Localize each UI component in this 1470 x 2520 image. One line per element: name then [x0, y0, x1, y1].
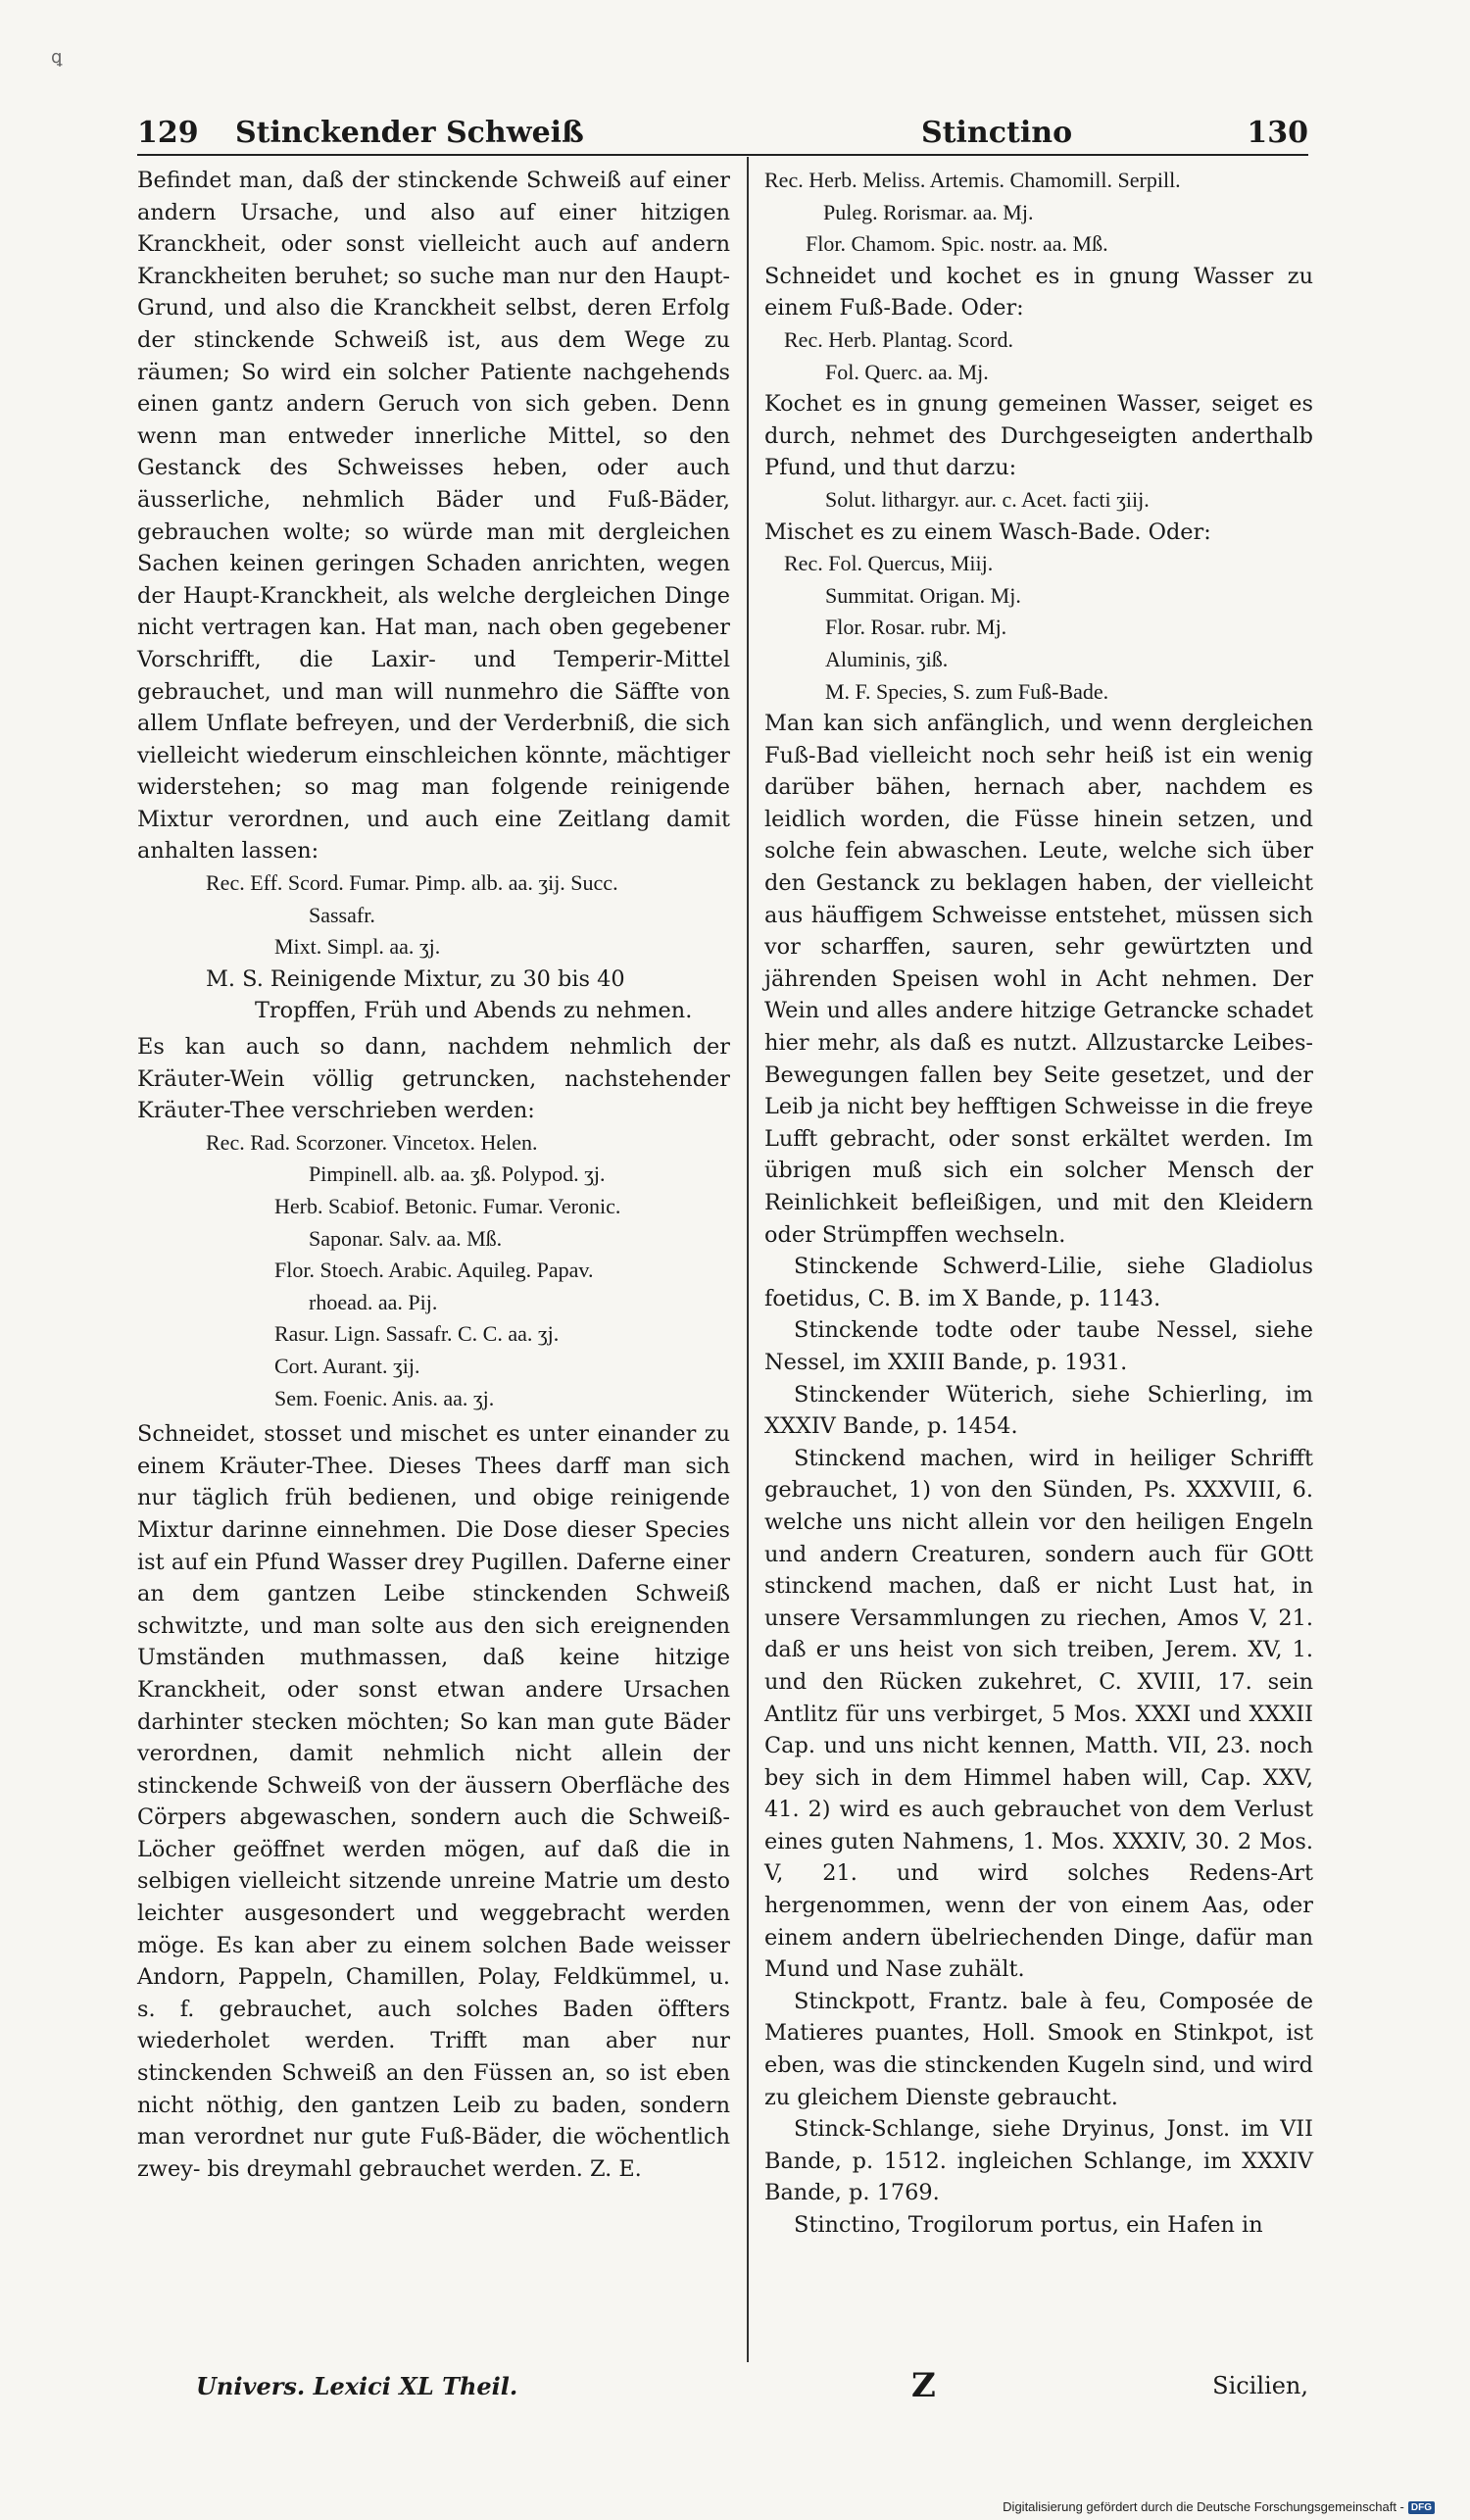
- recipe-line: Rec. Eff. Scord. Fumar. Pimp. alb. aa. ʒij. Succ.: [206, 870, 618, 896]
- paragraph: Man kan sich anfänglich, und wenn dergleichen Fuß-Bad vielleicht noch sehr heiß ist ein wenig darüber bähen, hernach aber, nachdem es leidlich worden, die Füsse hinein setzen, und solche fein abwaschen. Leute, welche sich über den Gestanck zu beklagen haben, der vielleicht aus häuffigem Schweisse entstehet, müssen sich vor scharffen, sauren, sehr gewürtzten und jährenden Speisen wohl in Acht nehmen. Der Wein und alles andere hitzige Getrancke schadet hier mehr, als daß es nutzt. Allzustarcke Leibes-Bewegungen fallen bey Seite gesetzet, und der Leib ja nicht bey hefftigen Schweisse in die freye Lufft gebracht, oder sonst erkältet werden. Im übrigen muß sich ein solcher Mensch der Reinlichkeit befleißigen, und mit den Kleidern oder Strümpffen wechseln.: [764, 711, 1313, 1248]
- recipe-line: Rec. Herb. Plantag. Scord.: [784, 326, 1013, 352]
- recipe-line: Sem. Foenic. Anis. aa. ʒj.: [274, 1385, 495, 1410]
- right-column: [764, 165, 1313, 2242]
- recipe-line: Flor. Stoech. Arabic. Aquileg. Papav.: [274, 1258, 594, 1283]
- header-rule: [137, 154, 1308, 156]
- recipe-line: Puleg. Rorismar. aa. Mj.: [823, 199, 1034, 224]
- paragraph: Kochet es in gnung gemeinen Wasser, seiget es durch, nehmet des Durchgeseigten anderthalb Pfund, und thut darzu:: [764, 391, 1313, 481]
- digitization-note: [1003, 2499, 1435, 2514]
- paragraph: Es kan auch so dann, nachdem nehmlich der Kräuter-Wein völlig getruncken, nachstehender Kräuter-Thee verschrieben werden:: [137, 1034, 730, 1124]
- dfg-logo-icon: DFG: [1408, 2501, 1435, 2514]
- paragraph: Befindet man, daß der stinckende Schweiß auf einer andern Ursache, und also auf einer hitzigen Kranckheit, oder sonst vielleicht auch auf andern Kranckheiten beruhet; so suche man nur den Haupt-Grund, und also die Kranckheit selbst, deren Erfolg der stinckende Schweiß ist, aus dem Wege zu räumen; So wird ein solcher Patiente nachgehends einen gantz andern Geruch von sich geben. Denn wenn man entweder innerliche Mittel, so den Gestanck des Schweisses heben, oder auch äusserliche, nehmlich Bäder und Fuß-Bäder, gebrauchen wolte; so würde man mit dergleichen Sachen keinen geringen Schaden anrichten, wegen der Haupt-Kranckheit, als welche dergleichen Dinge nicht vertragen kan. Hat man, nach oben gegebener Vorschrifft, die Laxir- und Temperir-Mittel gebrauchet, und man will nunmehro die Säffte von allem Unflate befreyen, und der Verderbniß, die sich vielleicht wiederum einschleichen könnte, mächtiger widerstehen; so mag man folgende reinigende Mixtur verordnen, und auch eine Zeitlang damit anhalten lassen:: [137, 168, 730, 865]
- corner-mark: ꝗ: [51, 47, 63, 68]
- digitization-text: Digitalisierung gefördert durch die Deutsche Forschungsgemeinschaft -: [1003, 2498, 1404, 2514]
- recipe-line: Pimpinell. alb. aa. ʒß. Polypod. ʒj.: [309, 1161, 606, 1187]
- right-running-title: Stinctino: [921, 116, 1073, 150]
- lexicon-entry: Stinckend machen, wird in heiliger Schrifft gebrauchet, 1) von den Sünden, Ps. XXXVIII, 6. welche uns nicht allein vor den heiligen Engeln und andern Creaturen, sondern auch für GOtt stinckend machen, daß er nicht Lust hat, in unsere Versammlungen zu riechen, Amos V, 21. daß er uns heist von sich treiben, Jerem. XV, 1. und den Rücken zukehret, C. XVIII, 17. sein Antlitz für uns verbirget, 5 Mos. XXXI und XXXII Cap. und uns nicht kennen, Matth. VII, 23. noch bey sich in dem Himmel haben will, Cap. XXV, 41. 2) wird es auch gebrauchet von dem Verlust eines guten Nahmens, 1. Mos. XXXIV, 30. 2 Mos. V, 21. und wird solches Redens-Art hergenommen, wenn der von einem Aas, oder einem andern übelriechenden Dinge, dafür man Mund und Nase zuhält.: [764, 1445, 1313, 1983]
- paragraph: Schneidet, stosset und mischet es unter einander zu einem Kräuter-Thee. Dieses Thees darff man sich nur täglich früh bedienen, und obige reinigende Mixtur darinne einnehmen. Die Dose dieser Species ist auf ein Pfund Wasser drey Pugillen. Daferne einer an dem gantzen Leibe stinckenden Schweiß schwitzte, und man solte aus den sich ereignenden Umständen muthmassen, daß keine hitzige Kranckheit, oder sonst etwan andere Ursachen darhinter stecken möchten; So kan man gute Bäder verordnen, damit nehmlich nicht allein der stinckende Schweiß von der äussern Oberfläche des Cörpers abgewaschen, sondern auch die Schweiß-Löcher geöffnet werden mögen, auf daß die in selbigen vielleicht sitzende unreine Matrie um desto leichter ausgesondert und weggebracht werden möge. Es kan aber zu einem solchen Bade weisser Andorn, Pappeln, Chamillen, Polay, Feldkümmel, u. s. f. gebrauchet, auch solches Baden öffters wiederholet werden. Trifft man aber nur stinckenden Schweiß an den Füssen an, so ist eben nicht nöthig, den gantzen Leib zu baden, sondern man verordnet nur gute Fuß-Bäder, die wöchentlich zwey- bis dreymahl gebrauchet werden. Z. E.: [137, 1421, 730, 2182]
- recipe-line: Flor. Chamom. Spic. nostr. aa. Mß.: [806, 231, 1108, 257]
- recipe-line: M. F. Species, S. zum Fuß-Bade.: [825, 678, 1109, 704]
- recipe-line: Rasur. Lign. Sassafr. C. C. aa. ʒj.: [274, 1321, 560, 1347]
- paragraph: Schneidet und kochet es in gnung Wasser zu einem Fuß-Bade. Oder:: [764, 263, 1313, 321]
- recipe-line: Saponar. Salv. aa. Mß.: [309, 1225, 503, 1251]
- right-page-number: 130: [1247, 116, 1308, 150]
- signatur-line: Tropffen, Früh und Abends zu nehmen.: [255, 998, 693, 1024]
- catchword: Sicilien,: [1212, 2372, 1308, 2399]
- signatur-line: M. S. Reinigende Mixtur, zu 30 bis 40: [206, 965, 625, 992]
- recipe-line: Rec. Fol. Quercus, Miij.: [784, 551, 994, 576]
- recipe-line: Aluminis, ʒiß.: [825, 646, 949, 671]
- lexicon-entry: Stinck-Schlange, siehe Dryinus, Jonst. im VII Bande, p. 1512. ingleichen Schlange, im XXXIV Bande, p. 1769.: [764, 2116, 1313, 2206]
- lexicon-entry: Stinctino, Trogilorum portus, ein Hafen in: [794, 2212, 1263, 2238]
- left-page-number: 129: [137, 116, 199, 150]
- left-running-title: Stinckender Schweiß: [235, 116, 584, 150]
- page-footer: [137, 2366, 1308, 2411]
- recipe-line: Sassafr.: [309, 902, 375, 927]
- paragraph: Mischet es zu einem Wasch-Bade. Oder:: [764, 519, 1211, 545]
- left-column: [137, 165, 730, 2185]
- recipe-line: Herb. Scabiof. Betonic. Fumar. Veronic.: [274, 1194, 621, 1218]
- column-divider: [747, 157, 749, 2362]
- recipe-line: Solut. lithargyr. aur. c. Acet. facti ʒiij.: [825, 486, 1150, 512]
- volume-signature: Univers. Lexici XL Theil.: [196, 2372, 518, 2400]
- recipe-line: rhoead. aa. Pij.: [309, 1289, 438, 1314]
- lexicon-entry: Stinckender Wüterich, siehe Schierling, im XXXIV Bande, p. 1454.: [764, 1381, 1313, 1440]
- recipe-line: Summitat. Origan. Mj.: [825, 582, 1021, 608]
- gathering-mark: Z: [911, 2366, 936, 2405]
- recipe-line: Rec. Herb. Meliss. Artemis. Chamomill. Serpill.: [764, 168, 1181, 192]
- lexicon-entry: Stinckpott, Frantz. bale à feu, Composée de Matieres puantes, Holl. Smook en Stinkpot, ist eben, was die stinckenden Kugeln sind, und wird zu gleichem Dienste gebraucht.: [764, 1988, 1313, 2110]
- lexicon-entry: Stinckende Schwerd-Lilie, siehe Gladiolus foetidus, C. B. im X Bande, p. 1143.: [764, 1254, 1313, 1311]
- recipe-line: Cort. Aurant. ʒij.: [274, 1353, 420, 1378]
- lexicon-entry: Stinckende todte oder taube Nessel, siehe Nessel, im XXIII Bande, p. 1931.: [764, 1317, 1313, 1375]
- running-header: [137, 110, 1308, 157]
- recipe-line: Fol. Querc. aa. Mj.: [825, 359, 989, 384]
- recipe-line: Flor. Rosar. rubr. Mj.: [825, 615, 1007, 640]
- recipe-line: Rec. Rad. Scorzoner. Vincetox. Helen.: [206, 1129, 538, 1155]
- recipe-line: Mixt. Simpl. aa. ʒj.: [274, 934, 441, 960]
